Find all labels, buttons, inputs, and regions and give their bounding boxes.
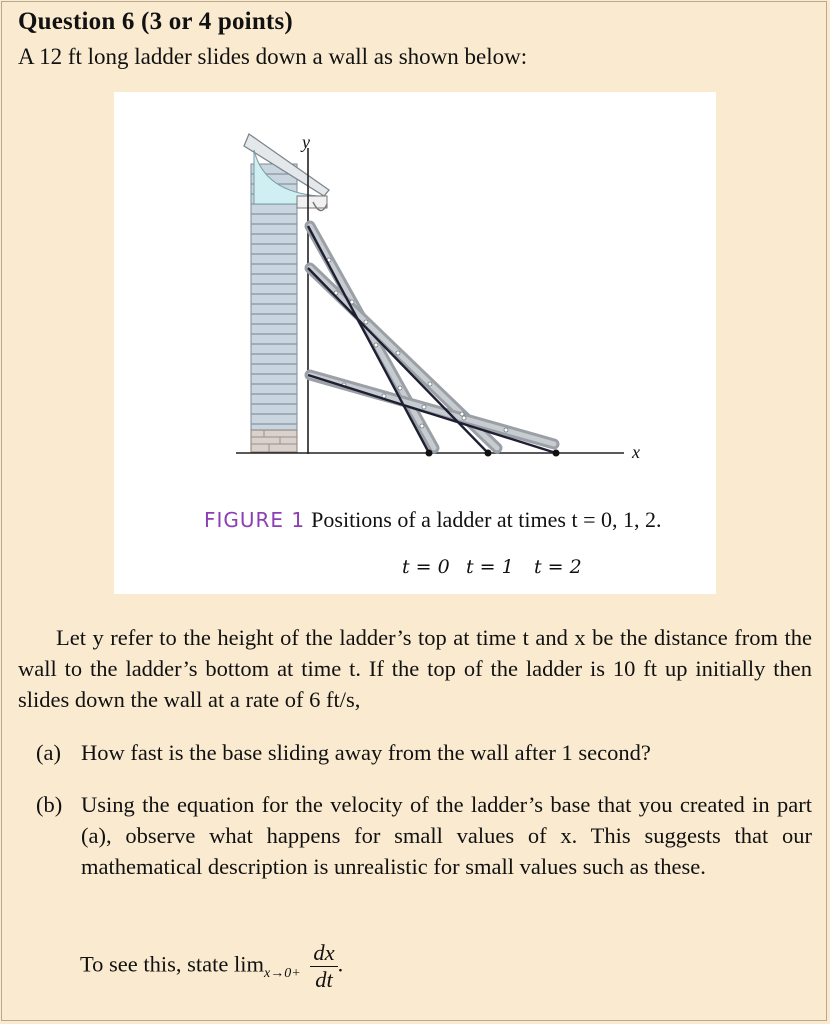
question-intro: A 12 ft long ladder slides down a wall as shown below: [18, 44, 528, 69]
derivative-fraction [310, 940, 337, 993]
figure-tag: FIGURE 1 [204, 508, 306, 532]
limit-suffix: . [337, 951, 344, 977]
figure-panel [114, 92, 716, 594]
problem-paragraph: Let y refer to the height of the ladder’s top at time t and x be the distance from the wall to the ladder’s bottom at time t. If the top of the ladder is 10 ft up initially then slides down the wall at a rate of 6 ft/s, [18, 625, 812, 712]
question-title: Question 6 (3 or 4 points) [18, 8, 293, 35]
y-axis-label: y [302, 132, 310, 152]
x-axis-label: x [632, 442, 640, 462]
fraction-numerator: dx [310, 940, 337, 967]
position-lines [308, 226, 556, 453]
figure-caption-text: Positions of a ladder at times t = 0, 1, 2. [311, 507, 662, 532]
limit-subscript: x→0+ [264, 966, 301, 982]
part-b-text: Using the equation for the velocity of the ladder’s base that you created in part (a), observe what happens for small values of x. This suggests that our mathematical description is unrealistic for small values such as these. [81, 792, 812, 879]
house-wall [244, 134, 329, 452]
fraction-denominator: dt [315, 967, 333, 992]
part-a-marker: (a) [36, 740, 61, 765]
part-b-marker: (b) [36, 792, 63, 817]
limit-prompt [80, 940, 343, 993]
time-label-2: t = 2 [534, 556, 582, 578]
limit-prefix: To see this, state lim [80, 951, 265, 977]
part-a-text: How fast is the base sliding away from the wall after 1 second? [81, 740, 651, 765]
time-label-1: t = 1 [466, 556, 514, 578]
time-label-0: t = 0 [402, 556, 450, 578]
figure-caption [204, 504, 684, 536]
